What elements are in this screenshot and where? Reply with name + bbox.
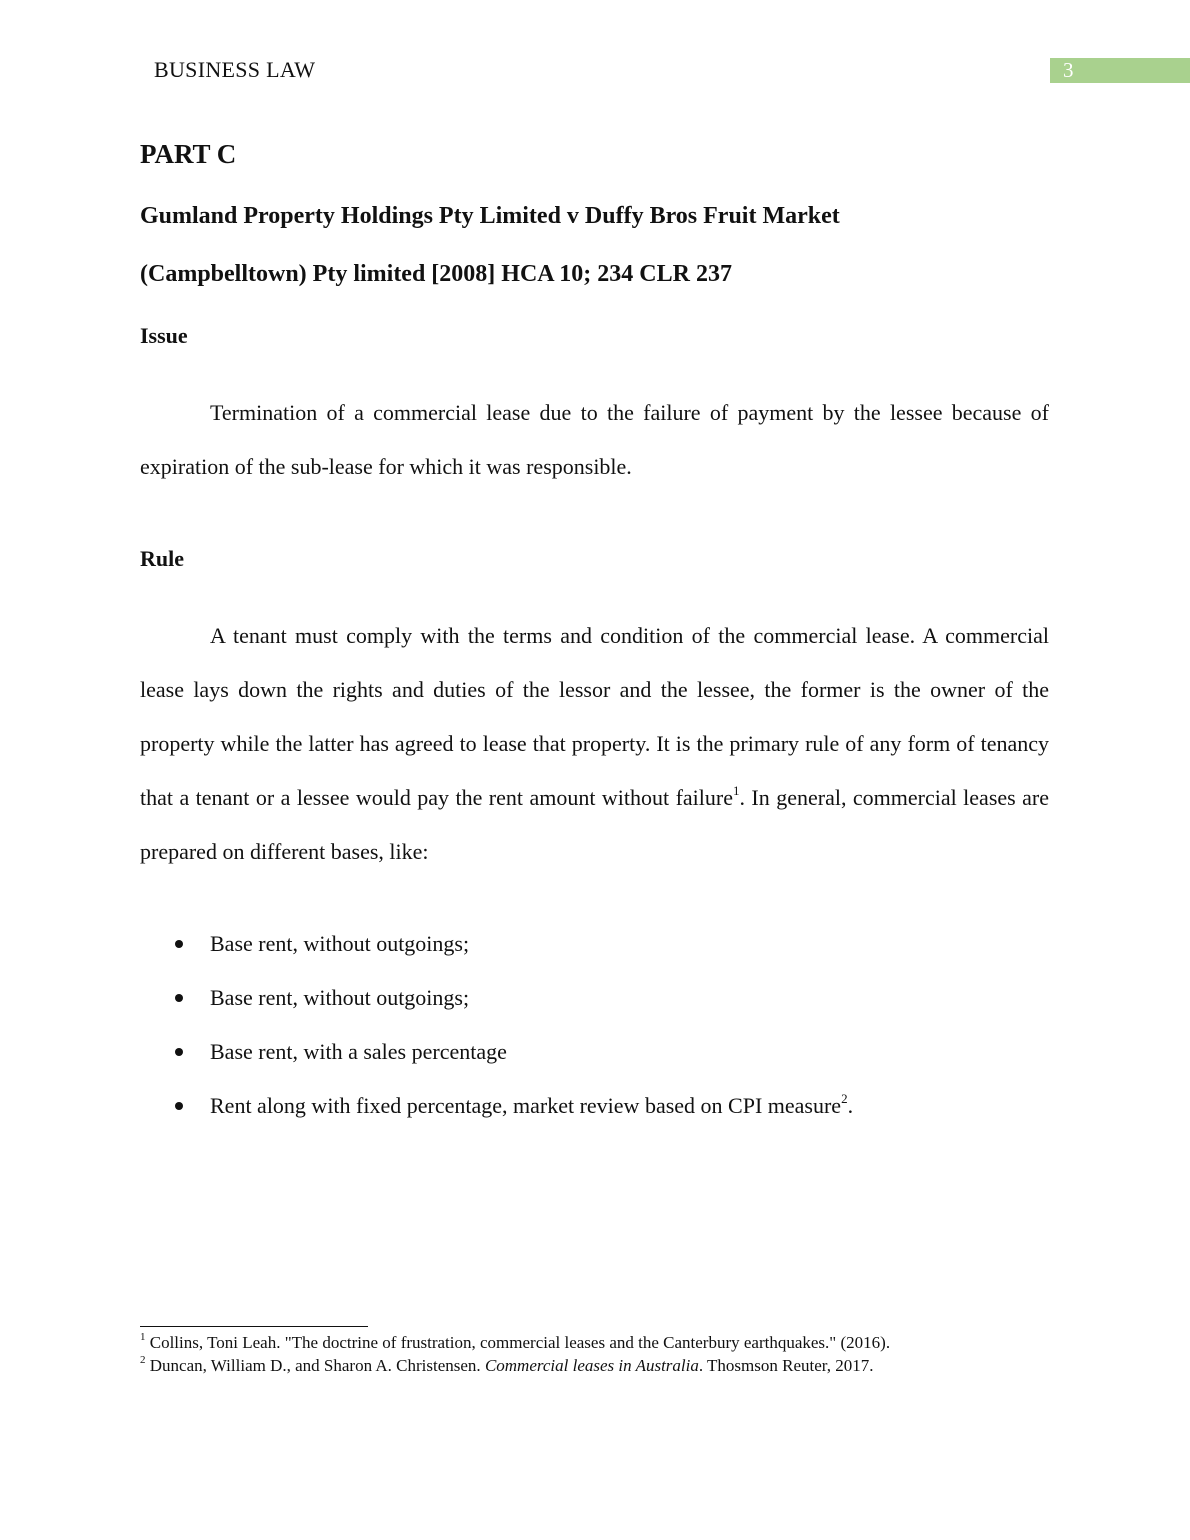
list-item-text-end: . [847, 1093, 854, 1118]
page-number-badge [1050, 58, 1190, 83]
list-item-text: Rent along with fixed percentage, market review based on CPI measure [210, 1093, 842, 1118]
footnote-text: Collins, Toni Leah. "The doctrine of frustration, commercial leases and the Canterbury earthquakes." (2016). [149, 1333, 891, 1352]
case-title-line-1: Gumland Property Holdings Pty Limited v Duffy Bros Fruit Market [140, 203, 840, 229]
rule-text-end: . In general, commercial leases are prepared on different bases, like: [140, 785, 1050, 864]
footnote-text: Duncan, William D., and Sharon A. Christensen. [149, 1356, 485, 1375]
issue-text: Termination of a commercial lease due to the failure of payment by the lessee because of expiration of the sub-lease for which it was responsible. [140, 400, 1049, 479]
footnote-book-title: Commercial leases in Australia [484, 1356, 699, 1375]
list-item [140, 1025, 853, 1079]
list-item [140, 1079, 853, 1133]
bullet-icon [175, 940, 183, 948]
footnote-text-end: . Thosmson Reuter, 2017. [698, 1356, 874, 1375]
part-heading: PART C [140, 139, 237, 169]
list-item-text: Base rent, without outgoings; [210, 931, 470, 956]
issue-paragraph [140, 386, 1049, 494]
page-number: 3 [1063, 58, 1074, 82]
footnote-ref-1[interactable]: 1 [732, 782, 740, 798]
rent-basis-list [140, 917, 853, 1133]
footnote-ref-2[interactable]: 2 [841, 1090, 848, 1106]
case-title-line-2: (Campbelltown) Pty limited [2008] HCA 10; 234 CLR 237 [140, 261, 732, 287]
rule-text: A tenant must comply with the terms and condition of the commercial lease. A commercial lease lays down the rights and duties of the lessor and the lessee, the former is the owner of the property while the latter has agreed to lease that property. It is the primary rule of any form of tenancy that a tenant or a lessee would pay the rent amount without failure [140, 623, 1049, 810]
rule-paragraph [140, 609, 1049, 879]
footnote-2 [140, 1356, 874, 1376]
rule-heading: Rule [140, 546, 184, 571]
bullet-icon [175, 994, 183, 1002]
header-title: BUSINESS LAW [154, 57, 316, 82]
footnote-number: 1 [140, 1331, 146, 1344]
footnote-number: 2 [140, 1354, 146, 1367]
list-item-text: Base rent, without outgoings; [210, 985, 470, 1010]
bullet-icon [175, 1048, 183, 1056]
footnote-1 [140, 1333, 890, 1353]
list-item [140, 971, 853, 1025]
list-item [140, 917, 853, 971]
bullet-icon [175, 1102, 183, 1110]
list-item-text: Base rent, with a sales percentage [210, 1039, 507, 1064]
footnote-separator [140, 1326, 368, 1327]
issue-heading: Issue [140, 323, 188, 348]
